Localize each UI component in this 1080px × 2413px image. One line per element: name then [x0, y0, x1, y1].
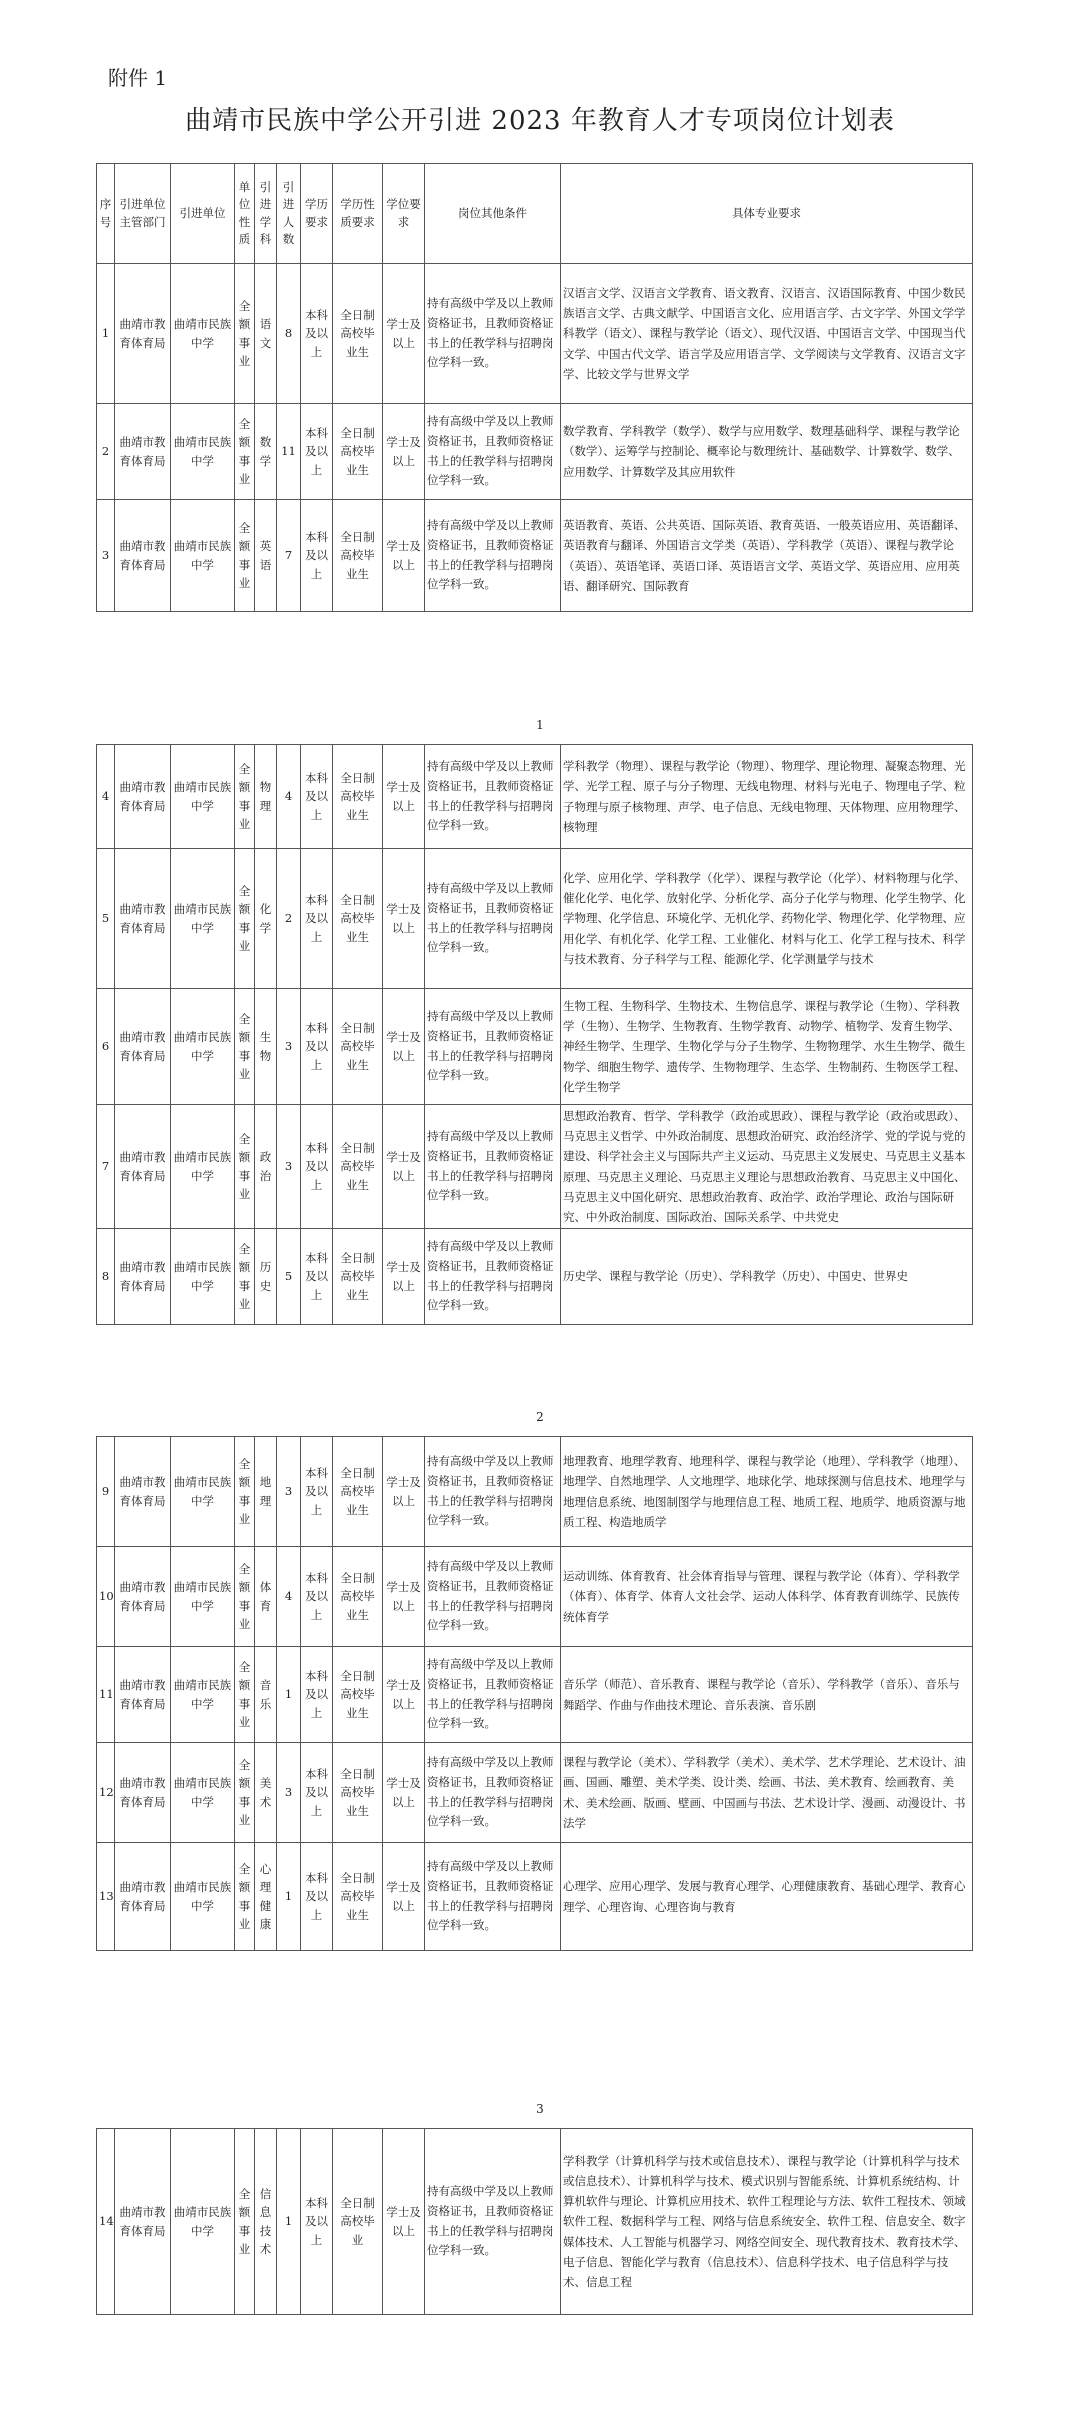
row-degree: 学士及以上 — [383, 1547, 425, 1647]
row-edutype: 全日制高校毕业生 — [333, 745, 383, 849]
row-subject: 美术 — [255, 1743, 277, 1843]
row-count: 1 — [277, 1647, 301, 1743]
row-edu: 本科及以上 — [301, 849, 333, 989]
row-no: 14 — [97, 2129, 115, 2315]
table-row — [97, 849, 973, 989]
table-page-2 — [96, 744, 973, 1325]
row-unit: 曲靖市民族中学 — [171, 1743, 235, 1843]
row-major: 音乐学（师范）、音乐教育、课程与教学论（音乐）、学科教学（音乐）、音乐与舞蹈学、作曲与作曲技术理论、音乐表演、音乐剧 — [561, 1647, 973, 1743]
header-no: 序号 — [97, 164, 115, 264]
row-cond: 持有高级中学及以上教师资格证书，且教师资格证书上的任教学科与招聘岗位学科一致。 — [425, 2129, 561, 2315]
row-edu: 本科及以上 — [301, 989, 333, 1105]
row-nature: 全额事业 — [235, 1843, 255, 1951]
header-cond: 岗位其他条件 — [425, 164, 561, 264]
row-nature: 全额事业 — [235, 1647, 255, 1743]
row-major: 思想政治教育、哲学、学科教学（政治或思政）、课程与教学论（政治或思政）、马克思主义哲学、中外政治制度、思想政治研究、政治经济学、党的学说与党的建设、科学社会主义与国际共产主义运动、马克思主义发展史、马克思主义基本原理、马克思主义理论、马克思主义理论与思想政治教育、马克思主义中国化、马克思主义中国化研究、思想政治教育、政治学、政治学理论、政治与国际研究、中外政治制度、国际政治、国际关系学、中共党史 — [561, 1105, 973, 1229]
row-count: 2 — [277, 849, 301, 989]
row-no: 12 — [97, 1743, 115, 1843]
row-degree: 学士及以上 — [383, 1437, 425, 1547]
row-nature: 全额事业 — [235, 1743, 255, 1843]
table-row — [97, 1647, 973, 1743]
row-subject: 语文 — [255, 264, 277, 404]
row-unit: 曲靖市民族中学 — [171, 1647, 235, 1743]
row-subject: 历史 — [255, 1229, 277, 1325]
row-dept: 曲靖市教育体育局 — [115, 1647, 171, 1743]
row-edu: 本科及以上 — [301, 1647, 333, 1743]
row-no: 1 — [97, 264, 115, 404]
row-degree: 学士及以上 — [383, 404, 425, 500]
row-edu: 本科及以上 — [301, 1843, 333, 1951]
row-subject: 音乐 — [255, 1647, 277, 1743]
row-major: 数学教育、学科教学（数学）、数学与应用数学、数理基础科学、课程与教学论（数学）、运筹学与控制论、概率论与数理统计、基础数学、计算数学、数学、应用数学、计算数学及其应用软件 — [561, 404, 973, 500]
row-edutype: 全日制高校毕业生 — [333, 1437, 383, 1547]
row-cond: 持有高级中学及以上教师资格证书，且教师资格证书上的任教学科与招聘岗位学科一致。 — [425, 1229, 561, 1325]
row-major: 地理教育、地理学教育、地理科学、课程与教学论（地理）、学科教学（地理）、地理学、自然地理学、人文地理学、地球化学、地球探测与信息技术、地理学与地理信息系统、地图制图学与地理信息工程、地质工程、地质学、地质资源与地质工程、构造地质学 — [561, 1437, 973, 1547]
row-unit: 曲靖市民族中学 — [171, 404, 235, 500]
row-subject: 物理 — [255, 745, 277, 849]
row-unit: 曲靖市民族中学 — [171, 1437, 235, 1547]
row-nature: 全额事业 — [235, 2129, 255, 2315]
row-edu: 本科及以上 — [301, 745, 333, 849]
row-nature: 全额事业 — [235, 745, 255, 849]
row-nature: 全额事业 — [235, 1437, 255, 1547]
row-dept: 曲靖市教育体育局 — [115, 989, 171, 1105]
row-nature: 全额事业 — [235, 849, 255, 989]
table-row — [97, 1437, 973, 1547]
row-major: 英语教育、英语、公共英语、国际英语、教育英语、一般英语应用、英语翻译、英语教育与翻译、外国语言文学类（英语）、学科教学（英语）、课程与教学论（英语）、英语笔译、英语口译、英语语言文学、英语文学、英语应用、应用英语、翻译研究、国际教育 — [561, 500, 973, 612]
header-nature: 单位性质 — [235, 164, 255, 264]
row-major: 学科教学（物理）、课程与教学论（物理）、物理学、理论物理、凝聚态物理、光学、光学工程、原子与分子物理、无线电物理、材料与光电子、物理电子学、粒子物理与原子核物理、声学、电子信息、无线电物理、天体物理、应用物理学、核物理 — [561, 745, 973, 849]
page-title: 曲靖市民族中学公开引进 2023 年教育人才专项岗位计划表 — [185, 106, 895, 136]
row-degree: 学士及以上 — [383, 2129, 425, 2315]
row-count: 3 — [277, 1105, 301, 1229]
row-no: 9 — [97, 1437, 115, 1547]
row-unit: 曲靖市民族中学 — [171, 264, 235, 404]
row-no: 4 — [97, 745, 115, 849]
row-edu: 本科及以上 — [301, 1743, 333, 1843]
row-no: 5 — [97, 849, 115, 989]
row-degree: 学士及以上 — [383, 264, 425, 404]
row-unit: 曲靖市民族中学 — [171, 745, 235, 849]
table-page-3 — [96, 1436, 973, 1951]
table-page-1 — [96, 163, 973, 612]
row-cond: 持有高级中学及以上教师资格证书，且教师资格证书上的任教学科与招聘岗位学科一致。 — [425, 1547, 561, 1647]
table-row — [97, 500, 973, 612]
row-no: 2 — [97, 404, 115, 500]
row-dept: 曲靖市教育体育局 — [115, 1105, 171, 1229]
row-dept: 曲靖市教育体育局 — [115, 404, 171, 500]
row-cond: 持有高级中学及以上教师资格证书，且教师资格证书上的任教学科与招聘岗位学科一致。 — [425, 1843, 561, 1951]
row-nature: 全额事业 — [235, 1547, 255, 1647]
page-number: 3 — [536, 2102, 544, 2116]
row-edutype: 全日制高校毕业生 — [333, 849, 383, 989]
row-cond: 持有高级中学及以上教师资格证书，且教师资格证书上的任教学科与招聘岗位学科一致。 — [425, 1437, 561, 1547]
row-cond: 持有高级中学及以上教师资格证书，且教师资格证书上的任教学科与招聘岗位学科一致。 — [425, 1743, 561, 1843]
row-dept: 曲靖市教育体育局 — [115, 1843, 171, 1951]
row-cond: 持有高级中学及以上教师资格证书，且教师资格证书上的任教学科与招聘岗位学科一致。 — [425, 1105, 561, 1229]
row-dept: 曲靖市教育体育局 — [115, 745, 171, 849]
row-major: 生物工程、生物科学、生物技术、生物信息学、课程与教学论（生物）、学科教学（生物）、生物学、生物教育、生物学教育、动物学、植物学、发育生物学、神经生物学、生理学、生物化学与分子生物学、生物物理学、水生生物学、微生物学、细胞生物学、遗传学、生物物理学、生态学、生物制药、生物医学工程、化学生物学 — [561, 989, 973, 1105]
row-subject: 信息技术 — [255, 2129, 277, 2315]
row-edutype: 全日制高校毕业生 — [333, 404, 383, 500]
row-nature: 全额事业 — [235, 500, 255, 612]
header-degree: 学位要求 — [383, 164, 425, 264]
row-edutype: 全日制高校毕业生 — [333, 989, 383, 1105]
row-no: 10 — [97, 1547, 115, 1647]
row-no: 11 — [97, 1647, 115, 1743]
row-dept: 曲靖市教育体育局 — [115, 1743, 171, 1843]
row-dept: 曲靖市教育体育局 — [115, 2129, 171, 2315]
row-unit: 曲靖市民族中学 — [171, 500, 235, 612]
row-nature: 全额事业 — [235, 404, 255, 500]
row-degree: 学士及以上 — [383, 1229, 425, 1325]
row-edu: 本科及以上 — [301, 1437, 333, 1547]
table-row — [97, 2129, 973, 2315]
row-subject: 心理健康 — [255, 1843, 277, 1951]
row-nature: 全额事业 — [235, 1105, 255, 1229]
row-degree: 学士及以上 — [383, 1105, 425, 1229]
row-count: 3 — [277, 1437, 301, 1547]
row-edutype: 全日制高校毕业生 — [333, 1843, 383, 1951]
row-count: 4 — [277, 1547, 301, 1647]
row-major: 心理学、应用心理学、发展与教育心理学、心理健康教育、基础心理学、教育心理学、心理咨询、心理咨询与教育 — [561, 1843, 973, 1951]
row-edu: 本科及以上 — [301, 2129, 333, 2315]
row-no: 3 — [97, 500, 115, 612]
row-degree: 学士及以上 — [383, 1843, 425, 1951]
row-unit: 曲靖市民族中学 — [171, 2129, 235, 2315]
row-no: 13 — [97, 1843, 115, 1951]
row-degree: 学士及以上 — [383, 849, 425, 989]
row-edutype: 全日制高校毕业生 — [333, 500, 383, 612]
table-row — [97, 1229, 973, 1325]
row-unit: 曲靖市民族中学 — [171, 1229, 235, 1325]
table-header-row — [97, 164, 973, 264]
row-degree: 学士及以上 — [383, 1647, 425, 1743]
row-dept: 曲靖市教育体育局 — [115, 1547, 171, 1647]
row-count: 3 — [277, 989, 301, 1105]
row-unit: 曲靖市民族中学 — [171, 989, 235, 1105]
row-subject: 体育 — [255, 1547, 277, 1647]
row-nature: 全额事业 — [235, 264, 255, 404]
row-cond: 持有高级中学及以上教师资格证书，且教师资格证书上的任教学科与招聘岗位学科一致。 — [425, 989, 561, 1105]
row-cond: 持有高级中学及以上教师资格证书，且教师资格证书上的任教学科与招聘岗位学科一致。 — [425, 849, 561, 989]
row-no: 7 — [97, 1105, 115, 1229]
row-nature: 全额事业 — [235, 989, 255, 1105]
row-edu: 本科及以上 — [301, 1105, 333, 1229]
row-edutype: 全日制高校毕业 — [333, 2129, 383, 2315]
row-unit: 曲靖市民族中学 — [171, 1105, 235, 1229]
row-subject: 数学 — [255, 404, 277, 500]
row-count: 11 — [277, 404, 301, 500]
row-dept: 曲靖市教育体育局 — [115, 849, 171, 989]
row-count: 4 — [277, 745, 301, 849]
row-edu: 本科及以上 — [301, 404, 333, 500]
row-cond: 持有高级中学及以上教师资格证书，且教师资格证书上的任教学科与招聘岗位学科一致。 — [425, 500, 561, 612]
row-degree: 学士及以上 — [383, 989, 425, 1105]
header-major: 具体专业要求 — [561, 164, 973, 264]
row-edu: 本科及以上 — [301, 264, 333, 404]
row-no: 8 — [97, 1229, 115, 1325]
row-subject: 地理 — [255, 1437, 277, 1547]
row-edutype: 全日制高校毕业生 — [333, 1547, 383, 1647]
table-row — [97, 264, 973, 404]
row-edutype: 全日制高校毕业生 — [333, 1647, 383, 1743]
row-count: 5 — [277, 1229, 301, 1325]
row-nature: 全额事业 — [235, 1229, 255, 1325]
row-cond: 持有高级中学及以上教师资格证书，且教师资格证书上的任教学科与招聘岗位学科一致。 — [425, 745, 561, 849]
table-row — [97, 404, 973, 500]
row-count: 1 — [277, 2129, 301, 2315]
header-unit: 引进单位 — [171, 164, 235, 264]
row-dept: 曲靖市教育体育局 — [115, 500, 171, 612]
row-count: 7 — [277, 500, 301, 612]
row-subject: 生物 — [255, 989, 277, 1105]
row-unit: 曲靖市民族中学 — [171, 1843, 235, 1951]
table-row — [97, 989, 973, 1105]
row-edutype: 全日制高校毕业生 — [333, 1743, 383, 1843]
header-edutype: 学历性质要求 — [333, 164, 383, 264]
row-count: 1 — [277, 1843, 301, 1951]
row-cond: 持有高级中学及以上教师资格证书，且教师资格证书上的任教学科与招聘岗位学科一致。 — [425, 404, 561, 500]
row-edu: 本科及以上 — [301, 1547, 333, 1647]
row-no: 6 — [97, 989, 115, 1105]
row-edutype: 全日制高校毕业生 — [333, 264, 383, 404]
attachment-label: 附件 1 — [108, 66, 168, 90]
page-number: 1 — [536, 718, 544, 732]
row-subject: 英语 — [255, 500, 277, 612]
table-row — [97, 1743, 973, 1843]
row-degree: 学士及以上 — [383, 500, 425, 612]
table-row — [97, 1547, 973, 1647]
row-major: 化学、应用化学、学科教学（化学）、课程与教学论（化学）、材料物理与化学、催化化学、电化学、放射化学、分析化学、高分子化学与物理、化学生物学、化学物理、化学信息、环境化学、无机化学、药物化学、物理化学、化学物理、应用化学、有机化学、化学工程、工业催化、材料与化工、化学工程与技术、科学与技术教育、分子科学与工程、能源化学、化学测量学与技术 — [561, 849, 973, 989]
row-major: 历史学、课程与教学论（历史）、学科教学（历史）、中国史、世界史 — [561, 1229, 973, 1325]
row-count: 3 — [277, 1743, 301, 1843]
row-dept: 曲靖市教育体育局 — [115, 1229, 171, 1325]
row-major: 学科教学（计算机科学与技术或信息技术）、课程与教学论（计算机科学与技术或信息技术）、计算机科学与技术、模式识别与智能系统、计算机系统结构、计算机软件与理论、计算机应用技术、软件工程理论与方法、软件工程技术、领域软件工程、数据科学与工程、网络与信息系统安全、软件工程、信息安全、数字媒体技术、人工智能与机器学习、网络空间安全、现代教育技术、教育技术学、电子信息、智能化学与教育（信息技术）、信息科学技术、电子信息科学与技术、信息工程 — [561, 2129, 973, 2315]
row-major: 汉语言文学、汉语言文学教育、语文教育、汉语言、汉语国际教育、中国少数民族语言文学、古典文献学、中国语言文化、应用语言学、古文字学、外国文学学科教学（语文）、课程与教学论（语文）、现代汉语、中国语言文学、中国现当代文学、中国古代文学、语言学及应用语言学、文学阅读与文学教育、汉语言文字学、比较文学与世界文学 — [561, 264, 973, 404]
row-dept: 曲靖市教育体育局 — [115, 1437, 171, 1547]
page-number: 2 — [536, 1410, 544, 1424]
table-row — [97, 1843, 973, 1951]
header-edu: 学历要求 — [301, 164, 333, 264]
row-major: 课程与教学论（美术）、学科教学（美术）、美术学、艺术学理论、艺术设计、油画、国画、雕塑、美术学类、设计类、绘画、书法、美术教育、绘画教育、美术、美术绘画、版画、壁画、中国画与书法、艺术设计学、漫画、动漫设计、书法学 — [561, 1743, 973, 1843]
header-dept: 引进单位主管部门 — [115, 164, 171, 264]
row-cond: 持有高级中学及以上教师资格证书，且教师资格证书上的任教学科与招聘岗位学科一致。 — [425, 1647, 561, 1743]
row-count: 8 — [277, 264, 301, 404]
header-subject: 引进学科 — [255, 164, 277, 264]
table-row — [97, 745, 973, 849]
row-subject: 政治 — [255, 1105, 277, 1229]
row-cond: 持有高级中学及以上教师资格证书，且教师资格证书上的任教学科与招聘岗位学科一致。 — [425, 264, 561, 404]
row-edu: 本科及以上 — [301, 500, 333, 612]
row-edutype: 全日制高校毕业生 — [333, 1229, 383, 1325]
row-unit: 曲靖市民族中学 — [171, 1547, 235, 1647]
row-degree: 学士及以上 — [383, 1743, 425, 1843]
row-unit: 曲靖市民族中学 — [171, 849, 235, 989]
row-major: 运动训练、体育教育、社会体育指导与管理、课程与教学论（体育）、学科教学（体育）、体育学、体育人文社会学、运动人体科学、体育教育训练学、民族传统体育学 — [561, 1547, 973, 1647]
row-dept: 曲靖市教育体育局 — [115, 264, 171, 404]
row-edutype: 全日制高校毕业生 — [333, 1105, 383, 1229]
table-row — [97, 1105, 973, 1229]
row-degree: 学士及以上 — [383, 745, 425, 849]
row-edu: 本科及以上 — [301, 1229, 333, 1325]
table-page-4 — [96, 2128, 973, 2315]
row-subject: 化学 — [255, 849, 277, 989]
header-count: 引进人数 — [277, 164, 301, 264]
